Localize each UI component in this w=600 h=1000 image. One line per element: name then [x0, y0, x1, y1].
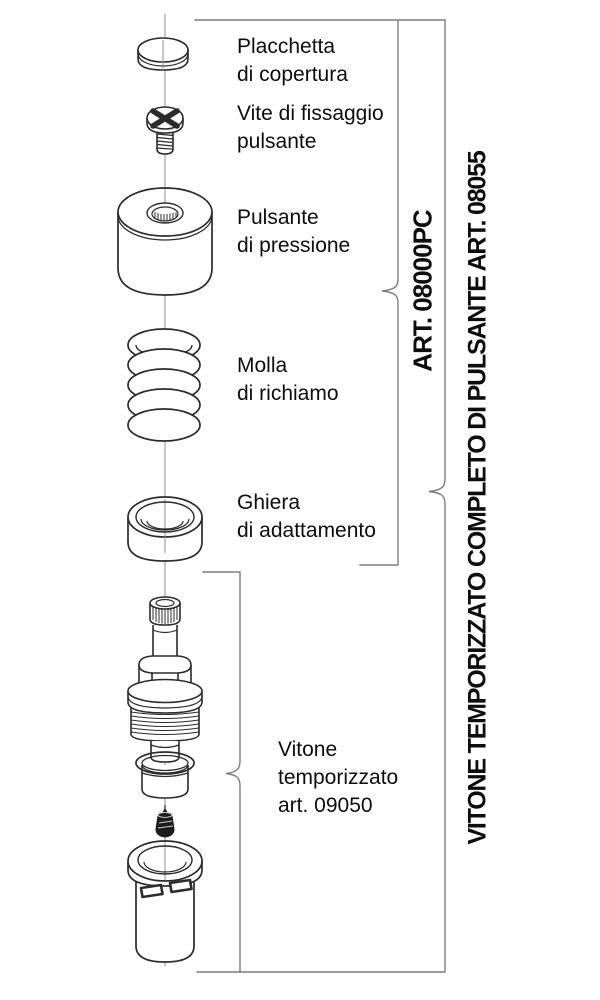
timed-cartridge-drawing: [128, 597, 202, 798]
label-line: Vitone: [278, 738, 338, 761]
label-fixing-screw: [237, 100, 384, 156]
fixing-screw-drawing: [147, 107, 183, 154]
label-line: di pressione: [237, 234, 351, 257]
label-line: Placchetta: [237, 35, 336, 58]
label-line: temporizzato: [278, 766, 399, 789]
label-push-button: [237, 204, 350, 260]
cover-plate-drawing: [138, 38, 188, 70]
adapter-ring-nut-drawing: [128, 497, 202, 561]
label-line: di copertura: [237, 63, 348, 86]
return-spring-drawing: [128, 329, 200, 441]
adjustment-screw-drawing: [156, 805, 174, 837]
push-button-drawing: [118, 188, 212, 295]
label-line: Molla: [237, 354, 288, 377]
annotation-art-08055: VITONE TEMPORIZZATO COMPLETO DI PULSANTE ART. 08055: [463, 151, 492, 845]
label-line: di adattamento: [237, 519, 376, 542]
annotation-art-08000pc: ART. 08000PC: [407, 210, 438, 372]
label-return-spring: [237, 352, 339, 408]
bottom-sleeve-drawing: [128, 841, 202, 962]
label-cover-plate: [237, 33, 348, 89]
label-line: di richiamo: [237, 382, 339, 405]
label-adapter-ring-nut: [237, 489, 376, 545]
label-line: pulsante: [237, 130, 317, 153]
label-line: Pulsante: [237, 206, 319, 229]
label-timed-cartridge: [278, 736, 398, 820]
label-line: Ghiera: [237, 491, 301, 514]
bracket-vitone-09050: [203, 572, 240, 972]
label-line: Vite di fissaggio: [237, 102, 384, 125]
label-line: art. 09050: [278, 794, 373, 817]
